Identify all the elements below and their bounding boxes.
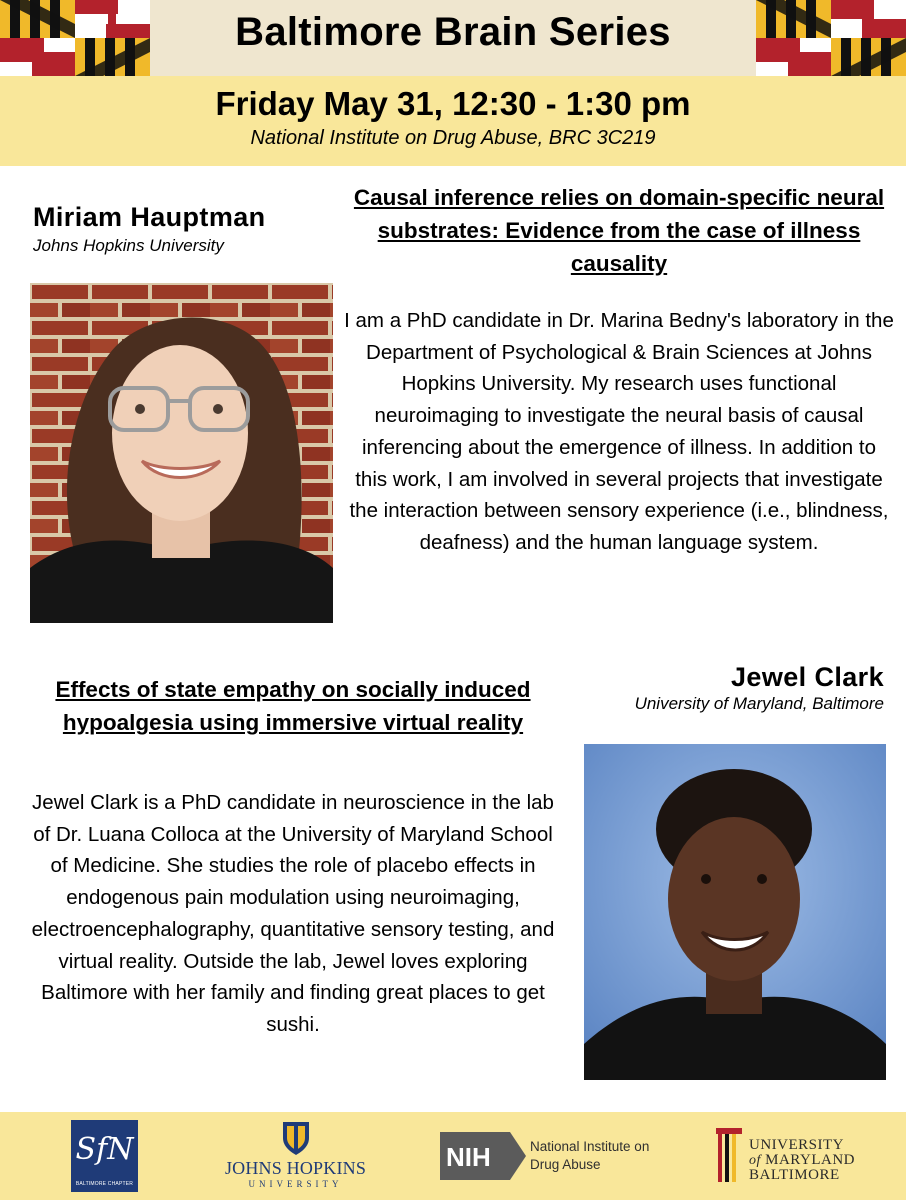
speaker-bio: I am a PhD candidate in Dr. Marina Bedny's laboratory in the Department of Psychological & Brain Sciences at Johns Hopkins University. My research uses functional neuroimaging to investigate the neural basis of causal inferencing about the emergence of illness. In addition to this work, I am involved in several projects that investigate the interaction between sensory experience (i.e., blindness, deafness) and the human language system. [344,309,894,554]
portrait-graphic [30,283,333,623]
speaker-name: Jewel Clark [731,662,884,692]
calvert-quadrant [831,38,906,76]
umb-crest-icon [716,1128,742,1184]
umb-maryland: MARYLAND [765,1152,855,1168]
crossland-quadrant [756,38,831,76]
header-banner [0,0,906,76]
nih-mark: NIH [446,1142,491,1172]
jhu-shield-icon [281,1120,311,1156]
sfn-chapter: BALTIMORE CHAPTER [75,1181,134,1187]
speaker-name: Miriam Hauptman [33,202,266,232]
event-date: Friday May 31, 12:30 - 1:30 pm [215,85,691,122]
calvert-quadrant [756,0,831,38]
umb-logo [716,1120,866,1196]
sponsor-footer [0,1112,906,1200]
calvert-quadrant [0,0,75,38]
maryland-flag-left [0,0,150,76]
event-title: Baltimore Brain Series [235,10,671,54]
jhu-subname: UNIVERSITY [248,1179,343,1189]
speaker-bio: Jewel Clark is a PhD candidate in neuroscience in the lab of Dr. Luana Colloca at the University of Maryland School of Medicine. She studies the role of placebo effects in endogenous pain modulation using neuroimaging, electroencephalography, quantitative sensory testing, and virtual reality. Outside the lab, Jewel loves exploring Baltimore with her family and finding great places to get sushi. [31,791,555,1036]
crossland-quadrant [831,0,906,38]
umb-of: of [749,1153,761,1168]
date-band [0,76,906,166]
nih-label: National Institute on Drug Abuse [530,1139,650,1172]
maryland-flag-right-graphic [756,0,906,76]
talk-title: Effects of state empathy on socially induced hypoalgesia using immersive virtual reality [55,677,531,735]
talk-title: Causal inference relies on domain-specific neural substrates: Evidence from the case of illness causality [353,185,885,276]
crossland-quadrant [0,38,75,76]
speaker-affiliation: Johns Hopkins University [33,236,224,255]
maryland-flag-left-graphic [0,0,150,76]
event-venue: National Institute on Drug Abuse, BRC 3C219 [250,127,656,149]
speaker-photo [584,744,886,1080]
portrait-graphic [584,744,886,1080]
crossland-quadrant [75,0,150,38]
nih-badge-icon [440,1132,526,1180]
sfn-logo [71,1120,138,1192]
jhu-name: JOHNS HOPKINS [224,1158,367,1178]
sfn-mark: SfN [75,1132,134,1167]
speaker-affiliation: University of Maryland, Baltimore [634,694,884,713]
umb-line1: UNIVERSITY [749,1137,844,1153]
jhu-logo [218,1120,373,1196]
calvert-quadrant [75,38,150,76]
maryland-flag-right [756,0,906,76]
speaker-photo [30,283,333,623]
umb-line3: BALTIMORE [749,1167,840,1183]
